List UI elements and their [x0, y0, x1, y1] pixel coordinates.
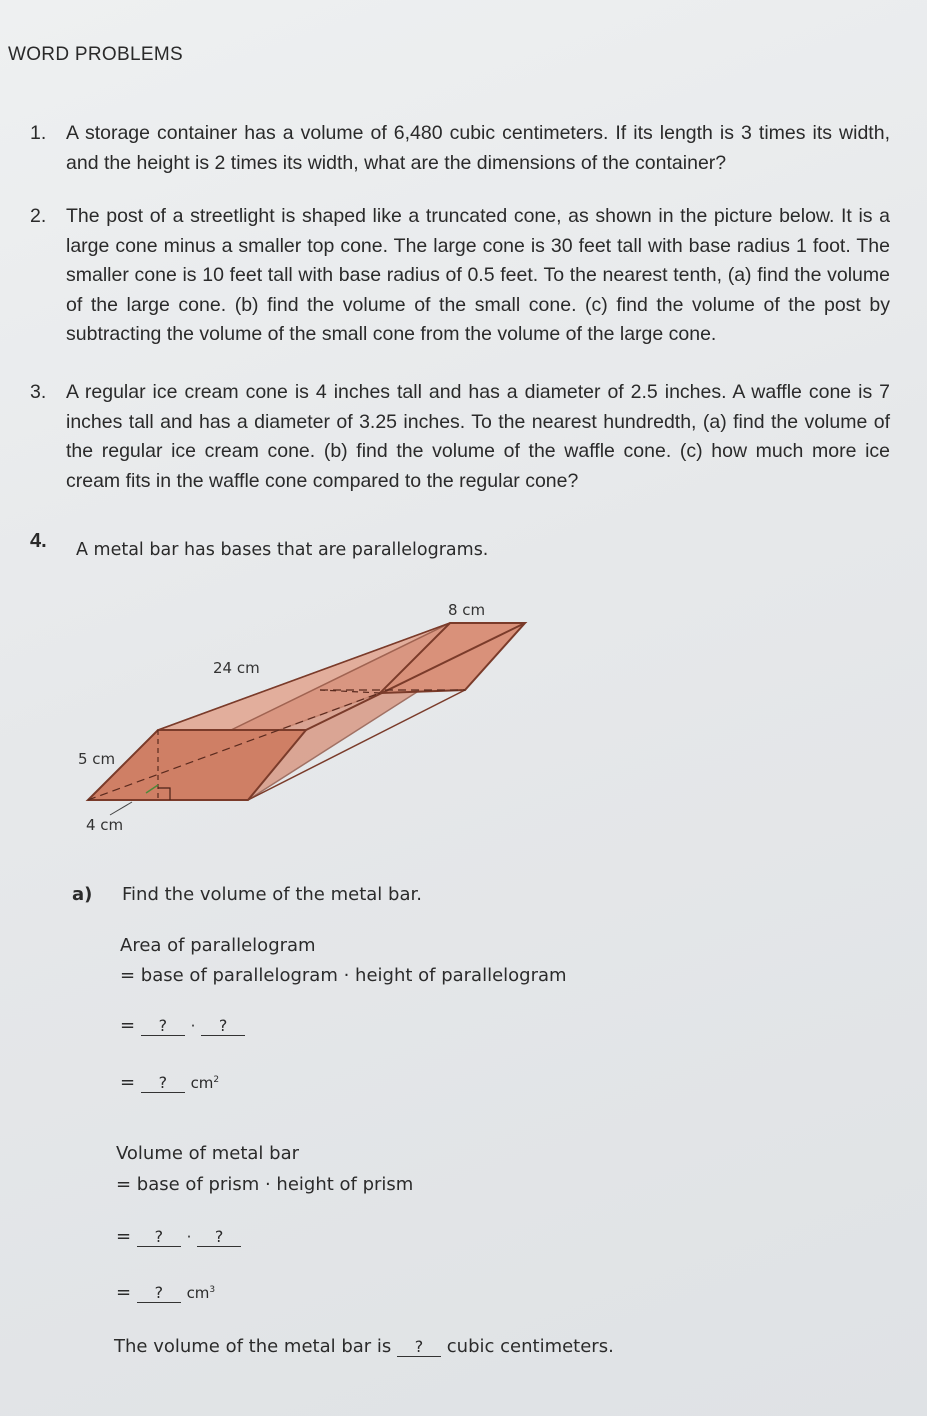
label-4cm: 4 cm: [86, 816, 124, 834]
volume-title: Volume of metal bar: [116, 1143, 300, 1164]
answer-blank[interactable]: ?: [141, 1017, 185, 1036]
problem-number: 1.: [30, 122, 47, 144]
problem-number: 2.: [30, 205, 47, 227]
area-step-1: [120, 1015, 245, 1036]
problem-3: [30, 378, 890, 496]
volume-step-1: [116, 1226, 241, 1247]
unit-area: $cm^2$: [190, 1074, 220, 1092]
problem-text: A regular ice cream cone is 4 inches tall and has a diameter of 2.5 inches. A waffle cone is 7 inches tall and has a diameter of 3.25 inches. To the nearest hundredth, (a) find the volume of the regular ice cream cone. (b) find the volume of the waffle cone. (c) how much more ice cream fits in the waffle cone compared to the regular cone?: [66, 381, 890, 492]
page-heading: WORD PROBLEMS: [8, 44, 183, 65]
area-formula: = base of parallelogram · height of parallelogram: [120, 965, 567, 986]
answer-blank[interactable]: ?: [141, 1074, 185, 1093]
conclusion: [114, 1336, 614, 1357]
problem-4-number: 4.: [30, 530, 47, 552]
problem-1: [30, 119, 890, 178]
area-title: Area of parallelogram: [120, 935, 316, 956]
prism-figure: [70, 595, 540, 845]
problem-number: 3.: [30, 381, 47, 403]
problem-4-text: A metal bar has bases that are parallelograms.: [76, 540, 489, 560]
area-step-2: [120, 1072, 219, 1093]
equals-sign: =: [116, 1226, 132, 1247]
answer-blank[interactable]: ?: [397, 1338, 441, 1357]
unit-volume: $cm^3$: [186, 1284, 216, 1302]
answer-blank[interactable]: ?: [201, 1017, 245, 1036]
equals-sign: =: [120, 1015, 136, 1036]
problem-2: [30, 202, 890, 350]
volume-formula: = base of prism · height of prism: [116, 1174, 414, 1195]
problem-text: A storage container has a volume of 6,480 cubic centimeters. If its length is 3 times its width, and the height is 2 times its width, what are the dimensions of the container?: [66, 122, 890, 174]
part-a-question: Find the volume of the metal bar.: [122, 884, 422, 905]
answer-blank[interactable]: ?: [137, 1228, 181, 1247]
multiply-dot: ·: [190, 1017, 196, 1035]
answer-blank[interactable]: ?: [197, 1228, 241, 1247]
base-pointer: [110, 802, 132, 815]
problem-text: The post of a streetlight is shaped like a truncated cone, as shown in the picture below. It is a large cone minus a smaller top cone. The large cone is 30 feet tall with base radius 1 foot. The smaller cone is 10 feet tall with base radius of 0.5 feet. To the nearest tenth, (a) find the volume of the large cone. (b) find the volume of the small cone. (c) find the volume of the post by subtracting the volume of the small cone from the volume of the large cone.: [66, 205, 890, 345]
label-5cm: 5 cm: [78, 750, 116, 768]
equals-sign: =: [120, 1072, 136, 1093]
label-24cm: 24 cm: [213, 659, 260, 677]
volume-step-2: [116, 1282, 215, 1303]
part-a-label: a): [72, 884, 93, 905]
answer-blank[interactable]: ?: [137, 1284, 181, 1303]
conclusion-unit: cubic centimeters.: [446, 1336, 614, 1357]
equals-sign: =: [116, 1282, 132, 1303]
prism-front-base: [88, 730, 306, 800]
multiply-dot: ·: [186, 1228, 192, 1246]
conclusion-text: The volume of the metal bar is: [114, 1336, 392, 1357]
label-8cm: 8 cm: [448, 601, 486, 619]
